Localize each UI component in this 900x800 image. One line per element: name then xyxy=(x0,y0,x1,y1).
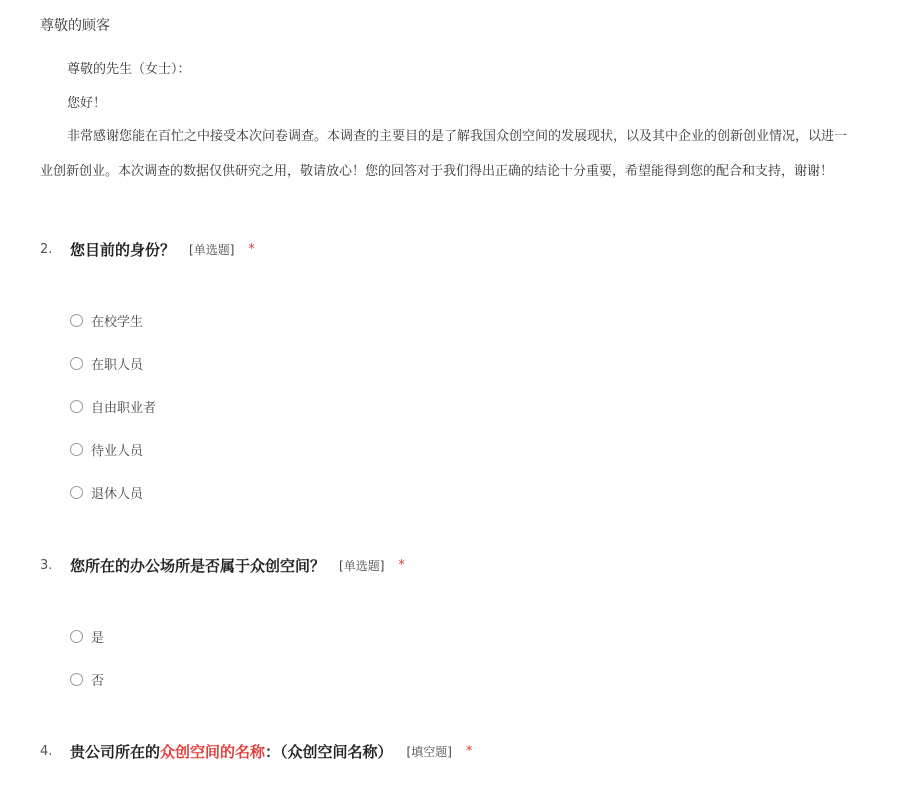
question-title: 您目前的身份？ xyxy=(70,240,176,259)
intro-greeting: 您好！ xyxy=(67,96,107,111)
required-marker: * xyxy=(465,743,473,759)
question-type-tag: [单选题] xyxy=(339,558,385,573)
question-title: 您所在的办公场所是否属于众创空间？ xyxy=(70,556,326,575)
page-title: 尊敬的顾客 xyxy=(40,18,110,34)
radio-unchecked-icon[interactable] xyxy=(70,630,83,643)
option-label: 否 xyxy=(91,673,105,689)
option-label: 在职人员 xyxy=(91,357,144,373)
option-retired[interactable] xyxy=(70,482,143,502)
option-no[interactable] xyxy=(70,669,104,689)
question-title xyxy=(70,741,393,762)
option-yes[interactable] xyxy=(70,626,104,646)
option-student[interactable] xyxy=(70,310,143,330)
option-label: 退休人员 xyxy=(91,486,144,502)
intro-paragraph-line2: 业创新创业。本次调查的数据仅供研究之用，敬请放心！您的回答对于我们得出正确的结论十分重要，希望能得到您的配合和支持，谢谢！ xyxy=(40,164,834,179)
required-marker: * xyxy=(248,241,255,257)
radio-unchecked-icon[interactable] xyxy=(70,400,83,413)
option-label: 是 xyxy=(91,630,105,646)
radio-unchecked-icon[interactable] xyxy=(70,673,83,686)
question-number: 3. xyxy=(40,557,53,573)
question-number: 4. xyxy=(40,743,53,759)
question-type-tag: [单选题] xyxy=(189,242,235,257)
question-title-prefix: 贵公司所在的 xyxy=(70,742,161,761)
option-employed[interactable] xyxy=(70,353,143,373)
question-title-suffix: ：（众创空间名称） xyxy=(265,742,393,761)
radio-unchecked-icon[interactable] xyxy=(70,357,83,370)
radio-unchecked-icon[interactable] xyxy=(70,486,83,499)
question-number: 2. xyxy=(40,241,53,257)
option-label: 自由职业者 xyxy=(91,400,157,416)
radio-unchecked-icon[interactable] xyxy=(70,443,83,456)
question-title-highlight: 众创空间的名称 xyxy=(160,742,266,761)
required-marker: * xyxy=(398,557,405,573)
option-label: 在校学生 xyxy=(91,314,144,330)
option-label: 待业人员 xyxy=(91,443,144,459)
question-2-header xyxy=(40,238,255,260)
intro-salutation: 尊敬的先生（女士）： xyxy=(67,62,191,77)
option-unemployed[interactable] xyxy=(70,439,143,459)
question-type-tag: [填空题] xyxy=(406,744,452,759)
intro-paragraph-line1: 非常感谢您能在百忙之中接受本次问卷调查。本调查的主要目的是了解我国众创空间的发展现状，以及其中企业的创新创业情况，以进一 xyxy=(67,129,848,144)
radio-unchecked-icon[interactable] xyxy=(70,314,83,327)
question-4-header xyxy=(40,740,472,762)
question-3-header xyxy=(40,554,405,576)
option-freelancer[interactable] xyxy=(70,396,156,416)
